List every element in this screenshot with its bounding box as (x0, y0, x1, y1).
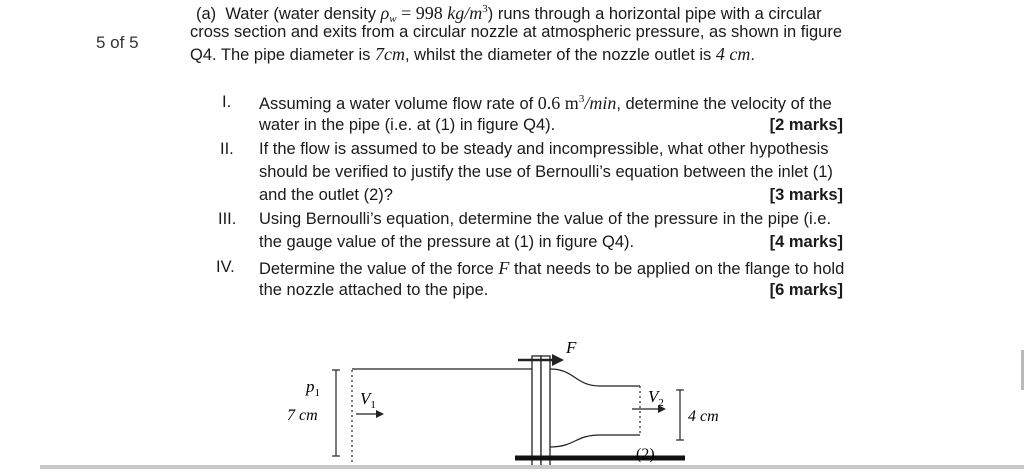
nozzle-bottom-contour (550, 435, 640, 447)
q1-text-post: , determine the velocity of the (616, 95, 832, 113)
part-a-line3-end: . (750, 46, 755, 64)
question-1-marks: [2 marks] (769, 116, 843, 134)
nozzle-diameter-label: 4 cm (688, 408, 719, 425)
density-unit: kg/m (447, 3, 483, 23)
part-a-line1-suffix: ) runs through a horizontal pipe with a circular (487, 5, 822, 23)
part-a-line3-mid: , whilst the diameter of the nozzle outlet is (404, 46, 716, 64)
q1-text-pre: Assuming a water volume flow rate of (259, 95, 538, 113)
flange-right (541, 356, 550, 466)
rho-symbol: ρ (380, 3, 390, 23)
q4-text-post: that needs to be applied on the flange to hold (509, 260, 845, 278)
flange-left (532, 356, 541, 466)
v1-arrowhead (376, 410, 384, 418)
density-unit-exp: 3 (482, 3, 488, 15)
question-2-line3: and the outlet (2)? (259, 186, 393, 204)
question-4-number: IV. (216, 258, 235, 276)
p1-label: $p_1$ (306, 377, 320, 399)
question-1-number: I. (222, 93, 232, 111)
nozzle-diameter: 4 cm (715, 44, 751, 64)
part-a-line2: cross section and exits from a circular nozzle at atmospheric pressure, as shown in figure (190, 23, 843, 41)
force-label: F (566, 338, 577, 357)
q4-text-pre: Determine the value of the force (259, 260, 499, 278)
part-a-line3-prefix: Q4. The pipe diameter is (190, 46, 375, 64)
density-value: = 998 (396, 3, 448, 23)
part-a-label: (a) (196, 5, 217, 23)
question-3-number: III. (218, 210, 237, 228)
bottom-divider (40, 465, 1024, 469)
question-1-line2: water in the pipe (i.e. at (1) in figure Q4). (259, 116, 556, 134)
question-2-line2: should be verified to justify the use of Bernoulli’s equation between the inlet (1) (259, 163, 833, 181)
question-2-number: II. (220, 140, 234, 158)
question-3-line2: the gauge value of the pressure at (1) in figure Q4). (259, 233, 635, 251)
q1-flow-exp: 3 (578, 93, 585, 105)
part-a-line1-prefix: Water (water density (225, 5, 381, 23)
nozzle-top-contour (550, 369, 640, 386)
question-3-line1: Using Bernoulli’s equation, determine the value of the pressure in the pipe (i.e. (259, 210, 832, 228)
page-counter: 5 of 5 (96, 33, 139, 52)
question-4-line2: the nozzle attached to the pipe. (259, 281, 489, 299)
rho-sub: w (389, 13, 397, 25)
force-arrowhead (552, 354, 564, 366)
question-2-marks: [3 marks] (769, 186, 843, 204)
question-2-line1: If the flow is assumed to be steady and incompressible, what other hypothesis (259, 140, 829, 158)
q4-force-var: F (498, 258, 510, 278)
pipe-diameter-label: 7 cm (287, 407, 318, 424)
q1-flow-unit: /min (584, 93, 617, 113)
v2-label: $V_2$ (648, 387, 664, 409)
q1-flow-value: 0.6 m (537, 93, 579, 113)
question-3-marks: [4 marks] (769, 233, 843, 251)
pipe-diameter: 7cm (374, 44, 405, 64)
v1-label: $V_1$ (360, 389, 376, 411)
question-4-marks: [6 marks] (769, 281, 843, 299)
outlet-label: (2) (636, 446, 655, 463)
